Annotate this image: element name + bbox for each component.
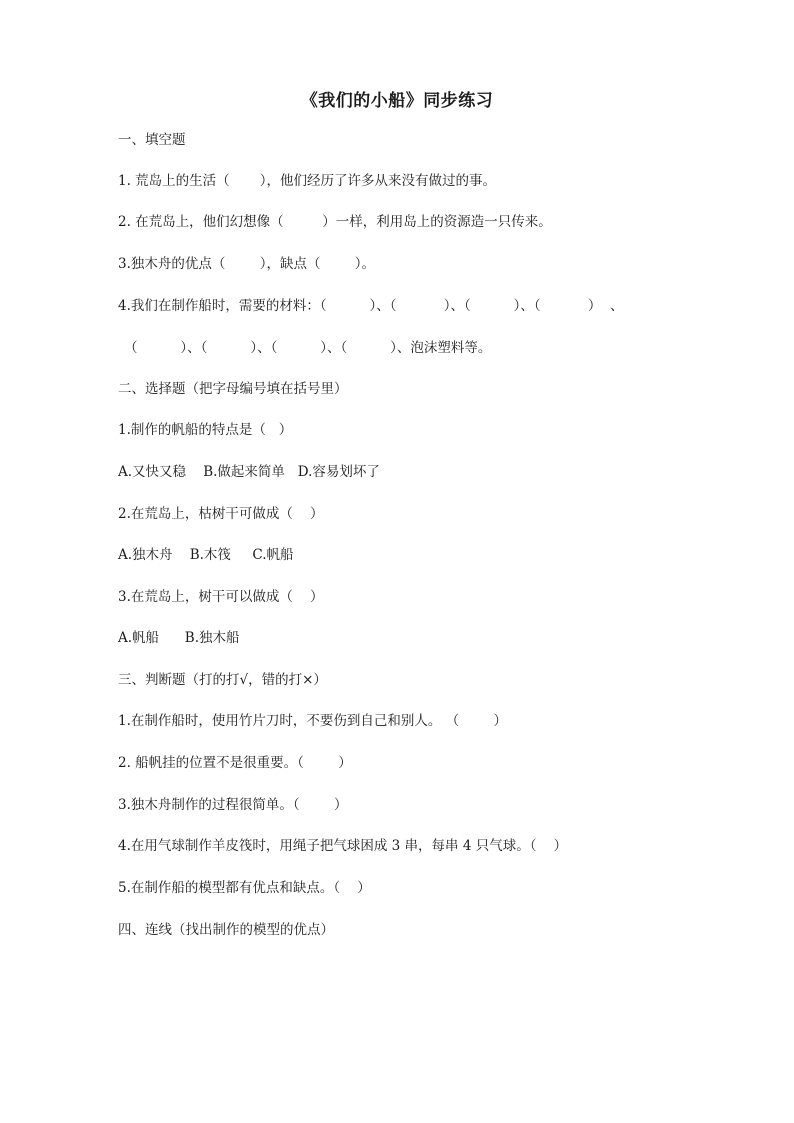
question-text: 5.在制作船的模型都有优点和缺点。（ ） (118, 880, 371, 896)
question-text: 1.在制作船时，使用竹片刀时，不要伤到自己和别人。 （ ） (118, 713, 508, 729)
question-text-continued: （ ）、（ ）、（ ）、（ ）、泡沫塑料等。 (124, 340, 492, 356)
answer-options: A.帆船 B.独木船 (118, 630, 240, 646)
question-text: 3.独木舟的优点（ ），缺点（ ）。 (118, 256, 376, 272)
section-heading-matching: 四、连线（找出制作的模型的优点） (118, 922, 334, 938)
question-text: 1.制作的帆船的特点是（ ） (118, 422, 293, 438)
question-text: 3.独木舟制作的过程很简单。（ ） (118, 797, 348, 813)
section-heading-fill-blank: 一、填空题 (118, 132, 186, 148)
question-text: 4.我们在制作船时，需要的材料：（ ）、（ ）、（ ）、（ ） 、 (118, 298, 624, 314)
section-heading-multiple-choice: 二、选择题（把字母编号填在括号里） (118, 381, 348, 397)
answer-options: A.又快又稳 B.做起来简单 D.容易划坏了 (118, 464, 380, 480)
question-text: 2.在荒岛上，枯树干可做成（ ） (118, 506, 324, 522)
section-heading-true-false: 三、判断题（打的打√，错的打×） (118, 672, 327, 688)
question-text: 1. 荒岛上的生活（ ），他们经历了许多从来没有做过的事。 (118, 173, 496, 189)
question-text: 4.在用气球制作羊皮筏时，用绳子把气球困成 3 串，每串 4 只气球。（ ） (118, 838, 568, 854)
answer-options: A.独木舟 B.木筏 C.帆船 (118, 547, 294, 563)
question-text: 2. 在荒岛上，他们幻想像（ ）一样，利用岛上的资源造一只传来。 (118, 214, 552, 230)
question-text: 2. 船帆挂的位置不是很重要。（ ） (118, 755, 352, 771)
page-title: 《我们的小船》同步练习 (300, 91, 494, 111)
question-text: 3.在荒岛上，树干可以做成（ ） (118, 589, 324, 605)
